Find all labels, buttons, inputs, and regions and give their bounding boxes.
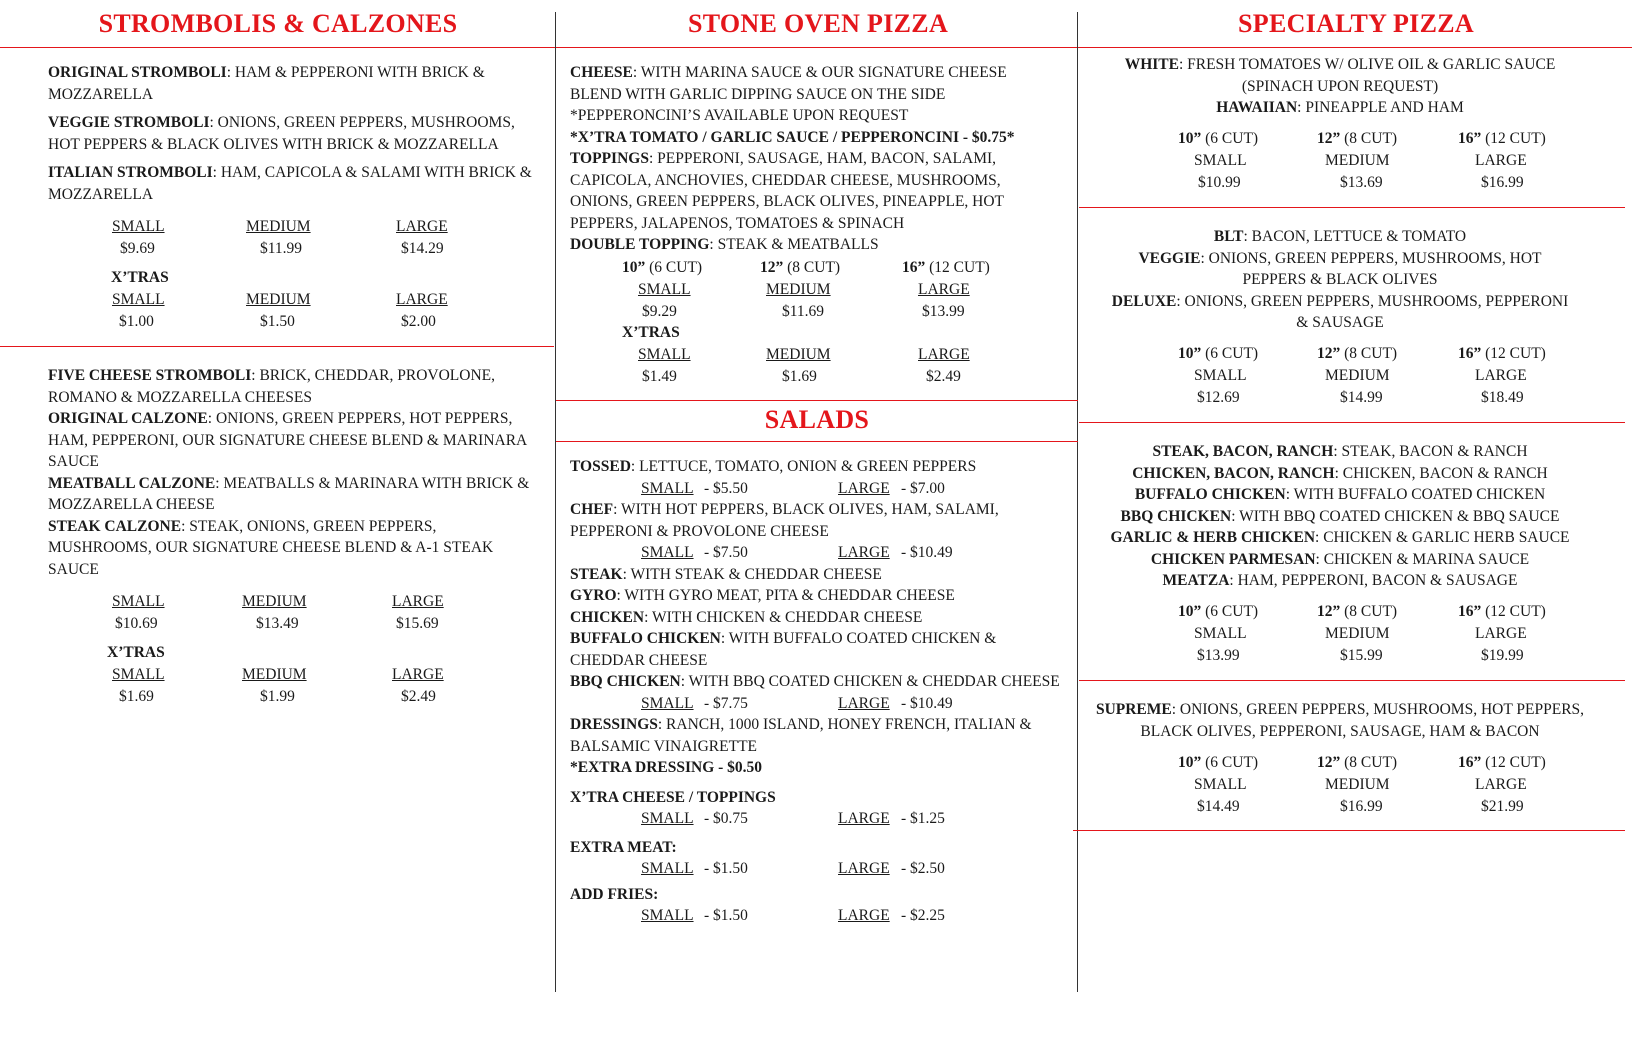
add-fries-label: ADD FRIES: bbox=[570, 885, 659, 903]
price: - $7.50 bbox=[704, 544, 748, 561]
menu-item: DOUBLE TOPPING: STEAK & MEATBALLS bbox=[570, 236, 879, 253]
salad-price-row bbox=[570, 693, 1062, 715]
size-label: SMALL bbox=[641, 907, 694, 924]
size-inches: 12” (8 CUT) bbox=[1317, 130, 1398, 147]
size-label: MEDIUM bbox=[242, 666, 307, 683]
size-label: LARGE bbox=[1475, 367, 1527, 384]
price: - $7.00 bbox=[901, 479, 945, 497]
price: $1.00 bbox=[119, 313, 154, 330]
price: $13.99 bbox=[922, 303, 965, 320]
size-inches: 16” (12 CUT) bbox=[1458, 603, 1546, 620]
size-label: LARGE bbox=[396, 291, 448, 308]
price: $2.00 bbox=[401, 313, 436, 330]
stone-oven-pizza-title: STONE OVEN PIZZA bbox=[687, 9, 949, 38]
menu-item: VEGGIE STROMBOLI: ONIONS, GREEN PEPPERS, MUSHROOMS, HOT PEPPERS & BLACK OLIVES WITH BRICK & MOZZARELLA bbox=[48, 114, 515, 153]
menu-item: VEGGIE: ONIONS, GREEN PEPPERS, MUSHROOMS, HOT PEPPERS & BLACK OLIVES bbox=[1138, 249, 1542, 288]
price: $15.69 bbox=[396, 615, 439, 632]
menu-item: CHICKEN PARMESAN: CHICKEN & MARINA SAUCE bbox=[1150, 550, 1530, 568]
calzones-price-table bbox=[0, 591, 556, 711]
price: $10.99 bbox=[1198, 174, 1241, 191]
pepperoncini-note: *PEPPERONCINI’S AVAILABLE UPON REQUEST bbox=[570, 107, 909, 124]
size-label: SMALL bbox=[641, 860, 694, 877]
menu-item: CHEF: WITH HOT PEPPERS, BLACK OLIVES, HAM, SALAMI, PEPPERONI & PROVOLONE CHEESE bbox=[570, 501, 999, 540]
menu-item: BUFFALO CHICKEN: WITH BUFFALO COATED CHICKEN & CHEDDAR CHEESE bbox=[570, 630, 997, 669]
size-label: LARGE bbox=[396, 218, 448, 235]
size-inches: 12” (8 CUT) bbox=[760, 259, 841, 276]
menu-item: STEAK CALZONE: STEAK, ONIONS, GREEN PEPPERS, MUSHROOMS, OUR SIGNATURE CHEESE BLEND & A-1 STEAK SAUCE bbox=[48, 517, 494, 578]
menu-item: HAWAIIAN: PINEAPPLE AND HAM bbox=[1216, 99, 1464, 116]
menu-item: TOPPINGS: PEPPERONI, SAUSAGE, HAM, BACON, SALAMI, CAPICOLA, ANCHOVIES, CHEDDAR CHEESE, MUSHROOMS, ONIONS, GREEN PEPPERS, BLACK OLIVES, PINEAPPLE, HOT PEPPERS, JALAPENOS, TOMATOES & SPINACH bbox=[570, 150, 1004, 232]
size-inches: 16” (12 CUT) bbox=[1458, 345, 1546, 362]
size-label: SMALL bbox=[641, 810, 694, 827]
section-rule bbox=[1079, 207, 1625, 208]
menu-item: ITALIAN STROMBOLI: HAM, CAPICOLA & SALAMI WITH BRICK & MOZZARELLA bbox=[48, 164, 532, 203]
price: $1.69 bbox=[782, 368, 817, 385]
menu-item: GARLIC & HERB CHICKEN: CHICKEN & GARLIC HERB SAUCE bbox=[1110, 529, 1570, 546]
specialty-group-2 bbox=[1110, 226, 1570, 334]
size-label: SMALL bbox=[1194, 776, 1247, 793]
size-label: MEDIUM bbox=[1325, 776, 1390, 793]
price: $18.49 bbox=[1481, 389, 1524, 406]
section-rule bbox=[1079, 680, 1625, 681]
strombolis-list bbox=[48, 62, 544, 212]
size-label: MEDIUM bbox=[246, 218, 311, 235]
size-label: LARGE bbox=[1475, 625, 1527, 642]
size-label: LARGE bbox=[392, 666, 444, 683]
size-label: MEDIUM bbox=[766, 346, 831, 363]
menu-item: ORIGINAL STROMBOLI: HAM & PEPPERONI WITH BRICK & MOZZARELLA bbox=[48, 64, 485, 103]
menu-item: ORIGINAL CALZONE: ONIONS, GREEN PEPPERS, HOT PEPPERS, HAM, PEPPERONI, OUR SIGNATURE CHEESE BLEND & MARINARA SAUCE bbox=[48, 410, 527, 470]
size-label: SMALL bbox=[112, 218, 165, 235]
section-rule bbox=[1073, 830, 1625, 831]
size-label: LARGE bbox=[1475, 152, 1527, 169]
size-label: MEDIUM bbox=[1325, 367, 1390, 384]
salad-price-row bbox=[570, 905, 1062, 927]
menu-item: CHEESE: WITH MARINA SAUCE & OUR SIGNATURE CHEESE BLEND WITH GARLIC DIPPING SAUCE ON THE SIDE bbox=[570, 64, 1007, 103]
price: $13.69 bbox=[1340, 174, 1383, 191]
menu-item: STEAK, BACON, RANCH: STEAK, BACON & RANCH bbox=[1152, 443, 1528, 460]
specialty-group-4 bbox=[1090, 699, 1590, 742]
price: $2.49 bbox=[926, 368, 961, 385]
menu-item: CHICKEN, BACON, RANCH: CHICKEN, BACON & RANCH bbox=[1132, 464, 1548, 482]
xtras-label: X’TRAS bbox=[107, 644, 165, 661]
price: $16.99 bbox=[1340, 798, 1383, 815]
price: $1.49 bbox=[642, 368, 677, 385]
size-inches: 10” (6 CUT) bbox=[1178, 345, 1259, 362]
size-label: SMALL bbox=[638, 281, 691, 298]
specialty-price-table-3 bbox=[1080, 601, 1632, 667]
price: - $5.50 bbox=[704, 479, 748, 497]
price: - $2.50 bbox=[901, 860, 945, 877]
specialty-price-table-1 bbox=[1080, 128, 1632, 194]
menu-item: BBQ CHICKEN: WITH BBQ COATED CHICKEN & BBQ SAUCE bbox=[1120, 507, 1560, 525]
size-inches: 10” (6 CUT) bbox=[622, 259, 703, 276]
section-rule bbox=[0, 346, 554, 347]
price: $16.99 bbox=[1481, 174, 1524, 191]
size-inches: 10” (6 CUT) bbox=[1178, 603, 1259, 620]
menu-item: WHITE: FRESH TOMATOES W/ OLIVE OIL & GARLIC SAUCE (SPINACH UPON REQUEST) bbox=[1124, 56, 1556, 95]
extra-dressing-note: *EXTRA DRESSING - $0.50 bbox=[570, 759, 763, 776]
specialty-pizza-title: SPECIALTY PIZZA bbox=[1238, 9, 1474, 38]
price: - $7.75 bbox=[704, 694, 748, 712]
price: $21.99 bbox=[1481, 798, 1524, 815]
menu-item: BBQ CHICKEN: WITH BBQ COATED CHICKEN & CHEDDAR CHEESE bbox=[570, 673, 1060, 690]
price: $13.49 bbox=[256, 615, 299, 632]
salads-title: SALADS bbox=[764, 405, 870, 434]
price: - $0.75 bbox=[704, 810, 748, 827]
size-label: MEDIUM bbox=[766, 281, 831, 298]
size-label: SMALL bbox=[641, 544, 694, 561]
stone-oven-description bbox=[570, 62, 1062, 256]
header-rule bbox=[0, 47, 1632, 48]
section-rule bbox=[556, 441, 1078, 442]
menu-item: MEATZA: HAM, PEPPERONI, BACON & SAUSAGE bbox=[1162, 572, 1518, 589]
size-label: LARGE bbox=[838, 479, 890, 497]
size-inches: 10” (6 CUT) bbox=[1178, 754, 1259, 771]
salad-price-row bbox=[570, 478, 1062, 500]
size-inches: 10” (6 CUT) bbox=[1178, 130, 1259, 147]
xtras-label: X’TRAS bbox=[622, 324, 680, 341]
size-label: LARGE bbox=[838, 860, 890, 877]
price: $1.50 bbox=[260, 313, 295, 330]
menu-item: SUPREME: ONIONS, GREEN PEPPERS, MUSHROOMS, HOT PEPPERS, BLACK OLIVES, PEPPERONI, SAUSAGE, HAM & BACON bbox=[1095, 701, 1585, 740]
price: $12.69 bbox=[1197, 389, 1240, 406]
menu-item: MEATBALL CALZONE: MEATBALLS & MARINARA WITH BRICK & MOZZARELLA CHEESE bbox=[48, 474, 530, 513]
salad-price-row bbox=[570, 858, 1062, 880]
price: $9.29 bbox=[642, 303, 677, 320]
size-label: SMALL bbox=[1194, 152, 1247, 169]
size-label: SMALL bbox=[112, 291, 165, 308]
price: $11.69 bbox=[782, 303, 825, 320]
specialty-price-table-4 bbox=[1080, 752, 1632, 818]
price: - $1.25 bbox=[901, 810, 945, 827]
calzones-list bbox=[48, 365, 544, 580]
menu-item: TOSSED: LETTUCE, TOMATO, ONION & GREEN PEPPERS bbox=[570, 458, 977, 475]
size-label: MEDIUM bbox=[1325, 625, 1390, 642]
size-label: SMALL bbox=[641, 694, 694, 712]
price: $15.99 bbox=[1340, 647, 1383, 664]
section-rule bbox=[1079, 422, 1625, 423]
menu-item: BUFFALO CHICKEN: WITH BUFFALO COATED CHICKEN bbox=[1134, 486, 1546, 503]
size-label: LARGE bbox=[918, 281, 970, 298]
strombolis-calzones-title: STROMBOLIS & CALZONES bbox=[98, 9, 458, 38]
size-label: MEDIUM bbox=[246, 291, 311, 308]
size-label: LARGE bbox=[838, 694, 890, 712]
column-divider-left bbox=[555, 12, 556, 992]
size-inches: 12” (8 CUT) bbox=[1317, 345, 1398, 362]
price: $19.99 bbox=[1481, 647, 1524, 664]
price: $14.99 bbox=[1340, 389, 1383, 406]
price: - $10.49 bbox=[901, 694, 953, 712]
size-inches: 12” (8 CUT) bbox=[1317, 603, 1398, 620]
size-inches: 16” (12 CUT) bbox=[1458, 754, 1546, 771]
section-rule bbox=[556, 400, 1078, 401]
price: $2.49 bbox=[401, 688, 436, 705]
strombolis-price-table bbox=[0, 216, 556, 336]
stone-oven-price-table bbox=[556, 257, 1080, 387]
size-inches: 12” (8 CUT) bbox=[1317, 754, 1398, 771]
size-label: LARGE bbox=[1475, 776, 1527, 793]
price: $11.99 bbox=[260, 240, 303, 257]
size-label: SMALL bbox=[638, 346, 691, 363]
size-label: SMALL bbox=[1194, 625, 1247, 642]
size-label: LARGE bbox=[392, 593, 444, 610]
menu-item: STEAK: WITH STEAK & CHEDDAR CHEESE bbox=[570, 565, 882, 583]
specialty-group-3 bbox=[1090, 441, 1590, 592]
size-label: MEDIUM bbox=[242, 593, 307, 610]
size-label: LARGE bbox=[838, 544, 890, 561]
size-label: MEDIUM bbox=[1325, 152, 1390, 169]
size-label: LARGE bbox=[918, 346, 970, 363]
specialty-group-1 bbox=[1090, 54, 1590, 119]
xtra-cheese-label: X’TRA CHEESE / TOPPINGS bbox=[570, 788, 776, 806]
size-inches: 16” (12 CUT) bbox=[1458, 130, 1546, 147]
size-label: SMALL bbox=[1194, 367, 1247, 384]
size-label: SMALL bbox=[112, 666, 165, 683]
salads-list bbox=[570, 456, 1062, 927]
price: $13.99 bbox=[1197, 647, 1240, 664]
xtras-label: X’TRAS bbox=[111, 269, 169, 286]
price: $14.29 bbox=[401, 240, 444, 257]
size-inches: 16” (12 CUT) bbox=[902, 259, 990, 276]
price: $9.69 bbox=[120, 240, 155, 257]
extra-meat-label: EXTRA MEAT: bbox=[570, 838, 677, 856]
menu-item: DRESSINGS: RANCH, 1000 ISLAND, HONEY FRENCH, ITALIAN & BALSAMIC VINAIGRETTE bbox=[570, 716, 1032, 755]
size-label: LARGE bbox=[838, 810, 890, 827]
size-label: LARGE bbox=[838, 907, 890, 924]
menu-item: FIVE CHEESE STROMBOLI: BRICK, CHEDDAR, PROVOLONE, ROMANO & MOZZARELLA CHEESES bbox=[48, 367, 495, 406]
price: - $2.25 bbox=[901, 907, 945, 924]
size-label: SMALL bbox=[112, 593, 165, 610]
menu-item: GYRO: WITH GYRO MEAT, PITA & CHEDDAR CHEESE bbox=[570, 587, 955, 604]
menu-item: DELUXE: ONIONS, GREEN PEPPERS, MUSHROOMS, PEPPERONI & SAUSAGE bbox=[1111, 292, 1569, 331]
size-label: SMALL bbox=[641, 479, 694, 497]
menu-item: CHICKEN: WITH CHICKEN & CHEDDAR CHEESE bbox=[570, 608, 923, 626]
price: - $1.50 bbox=[704, 907, 748, 924]
price: $1.69 bbox=[119, 688, 154, 705]
menu-item: BLT: BACON, LETTUCE & TOMATO bbox=[1213, 228, 1467, 245]
salad-price-row bbox=[570, 808, 1062, 830]
price: $10.69 bbox=[115, 615, 158, 632]
column-divider-right bbox=[1077, 12, 1078, 992]
price: - $1.50 bbox=[704, 860, 748, 877]
specialty-price-table-2 bbox=[1080, 343, 1632, 409]
price: - $10.49 bbox=[901, 544, 953, 561]
salad-price-row bbox=[570, 542, 1062, 564]
xtra-note: *X’TRA TOMATO / GARLIC SAUCE / PEPPERONCINI - $0.75* bbox=[570, 128, 1015, 146]
price: $1.99 bbox=[260, 688, 295, 705]
price: $14.49 bbox=[1197, 798, 1240, 815]
